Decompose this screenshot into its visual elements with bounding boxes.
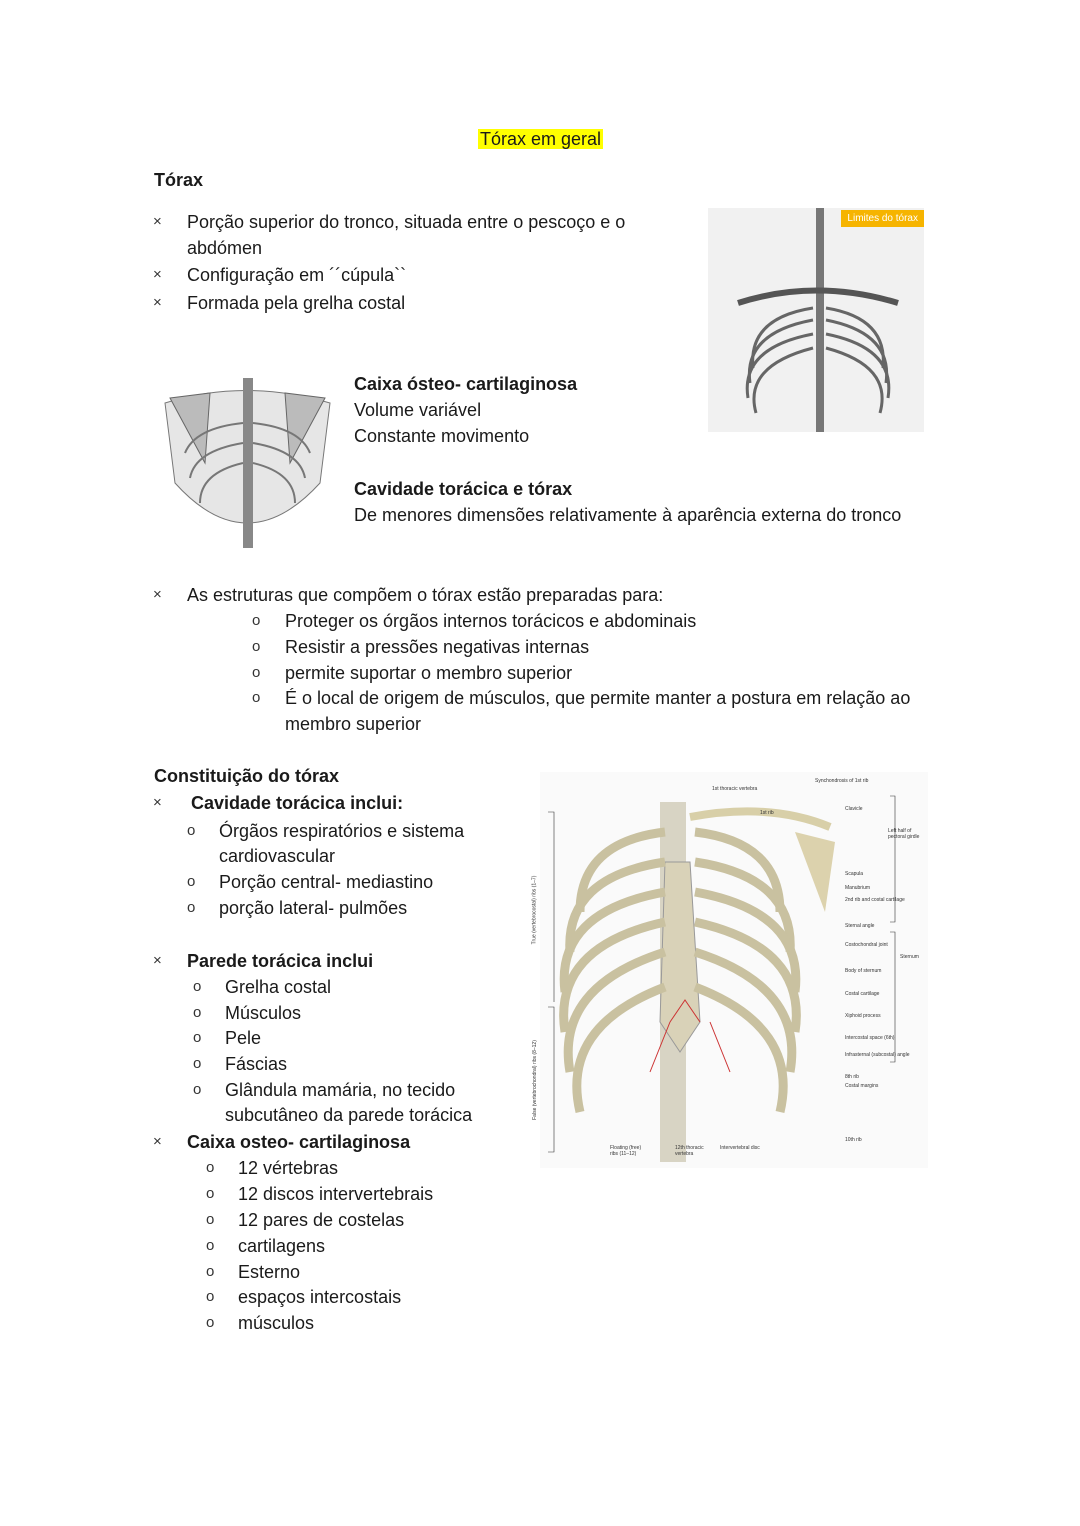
bullet-text: Configuração em ´´cúpula`` [187, 265, 407, 285]
circle-bullet-icon: o [206, 1211, 215, 1228]
diagram-label: Costal cartilage [845, 991, 880, 997]
circle-bullet-icon: o [193, 1029, 202, 1046]
x-bullet-icon: × [153, 213, 162, 230]
page-title [478, 128, 603, 150]
circle-bullet-icon: o [206, 1159, 215, 1176]
sub-bullet: membro superior [285, 714, 422, 734]
sub-bullet: Glândula mamária, no tecido [225, 1080, 456, 1100]
circle-bullet-icon: o [206, 1263, 215, 1280]
ribcage-back-illustration [155, 373, 340, 551]
diagram-label: Left half of pectoral girdle [888, 828, 920, 840]
x-bullet-icon: × [153, 952, 162, 969]
diagram-label: Intervertebral disc [720, 1145, 760, 1151]
sub-bullet: Grelha costal [225, 977, 332, 997]
bullet-text: Porção superior do tronco, situada entre o pescoço e o [187, 212, 626, 232]
circle-bullet-icon: o [252, 638, 261, 655]
sub-bullet: Esterno [238, 1262, 301, 1282]
sub-bullet: 12 discos intervertebrais [238, 1184, 434, 1204]
sub-bullet: espaços intercostais [238, 1287, 402, 1307]
circle-bullet-icon: o [252, 612, 261, 629]
sub-bullet: cartilagens [238, 1236, 326, 1256]
sub-bullet: permite suportar o membro superior [285, 663, 573, 683]
diagram-label: False (vertebrochondral) ribs (8–12) [531, 1040, 538, 1120]
circle-bullet-icon: o [193, 1004, 202, 1021]
sub-bullet: Proteger os órgãos internos torácicos e abdominais [285, 611, 697, 631]
diagram-label: Xiphoid process [845, 1013, 881, 1019]
thoracic-cage-diagram [531, 772, 928, 1168]
diagram-label: Intercostal space (6th) [845, 1035, 895, 1041]
circle-bullet-icon: o [206, 1314, 215, 1331]
sub-bullet: Fáscias [225, 1054, 288, 1074]
sub-bullet: cardiovascular [219, 846, 336, 866]
circle-bullet-icon: o [206, 1185, 215, 1202]
circle-bullet-icon: o [187, 873, 196, 890]
heading-constituicao: Constituição do tórax [154, 766, 340, 786]
sub-bullet: Resistir a pressões negativas internas [285, 637, 590, 657]
sub-bullet: Pele [225, 1028, 262, 1048]
diagram-label: True (vertebrocostal) ribs (1–7) [531, 875, 538, 945]
diagram-label: Costal margins [845, 1083, 879, 1089]
diagram-label: Costochondral joint [845, 942, 888, 948]
heading-caixa: Caixa ósteo- cartilaginosa [354, 374, 578, 394]
diagram-label: Sternum [900, 954, 919, 960]
diagram-label: 1st rib [760, 810, 774, 816]
diagram-label: 8th rib [845, 1074, 859, 1080]
sub-bullet: músculos [238, 1313, 315, 1333]
ribcage-posterior-figure [155, 373, 340, 551]
diagram-label: Infrasternal (subcostal) angle [845, 1052, 910, 1058]
sub-bullet: porção lateral- pulmões [219, 898, 408, 918]
circle-bullet-icon: o [206, 1288, 215, 1305]
sub-bullet: subcutâneo da parede torácica [225, 1105, 473, 1125]
sub-bullet: Músculos [225, 1003, 302, 1023]
x-bullet-icon: × [153, 266, 162, 283]
text-line: Volume variável [354, 400, 482, 420]
circle-bullet-icon: o [187, 899, 196, 916]
sub-bullet: 12 pares de costelas [238, 1210, 405, 1230]
sub-bullet: Porção central- mediastino [219, 872, 434, 892]
x-bullet-icon: × [153, 294, 162, 311]
diagram-label: Clavicle [845, 806, 863, 812]
x-bullet-icon: × [153, 1133, 162, 1150]
text-line: De menores dimensões relativamente à aparência externa do tronco [354, 505, 902, 525]
diagram-label: Manubrium [845, 885, 871, 891]
diagram-label: 2nd rib and costal cartilage [845, 897, 905, 903]
heading-cavidade: Cavidade torácica e tórax [354, 479, 573, 499]
bullet-text: As estruturas que compõem o tórax estão preparadas para: [187, 585, 664, 605]
bullet-text: Formada pela grelha costal [187, 293, 406, 313]
circle-bullet-icon: o [193, 1081, 202, 1098]
thorax-limits-figure [708, 208, 924, 432]
limits-label: Limites do tórax [841, 210, 924, 227]
sub-bullet: 12 vértebras [238, 1158, 339, 1178]
diagram-label: Sternal angle [845, 923, 875, 929]
ribcage-front-illustration [708, 208, 924, 432]
bullet-text: abdómen [187, 238, 263, 258]
diagram-label: Body of sternum [845, 968, 882, 974]
circle-bullet-icon: o [193, 1055, 202, 1072]
circle-bullet-icon: o [252, 689, 261, 706]
sub-bullet: É o local de origem de músculos, que permite manter a postura em relação ao [285, 688, 911, 708]
circle-bullet-icon: o [187, 822, 196, 839]
parede-label: Parede torácica inclui [187, 951, 374, 971]
diagram-label: 12th thoracic vertebra [675, 1145, 704, 1157]
title-text: Tórax em geral [480, 129, 602, 149]
diagram-label: Floating (free) ribs (11–12) [610, 1145, 642, 1157]
heading-torax: Tórax [154, 170, 204, 190]
sub-bullet: Órgãos respiratórios e sistema [219, 821, 465, 841]
x-bullet-icon: × [153, 794, 162, 811]
diagram-label: 1st thoracic vertebra [712, 786, 758, 792]
circle-bullet-icon: o [252, 664, 261, 681]
x-bullet-icon: × [153, 586, 162, 603]
cavidade-label: Cavidade torácica inclui: [191, 793, 404, 813]
circle-bullet-icon: o [206, 1237, 215, 1254]
caixa-label: Caixa osteo- cartilaginosa [187, 1132, 411, 1152]
diagram-label: Scapula [845, 871, 864, 877]
circle-bullet-icon: o [193, 978, 202, 995]
diagram-label: 10th rib [845, 1137, 862, 1143]
text-line: Constante movimento [354, 426, 530, 446]
diagram-label: Synchondrosis of 1st rib [815, 778, 869, 784]
